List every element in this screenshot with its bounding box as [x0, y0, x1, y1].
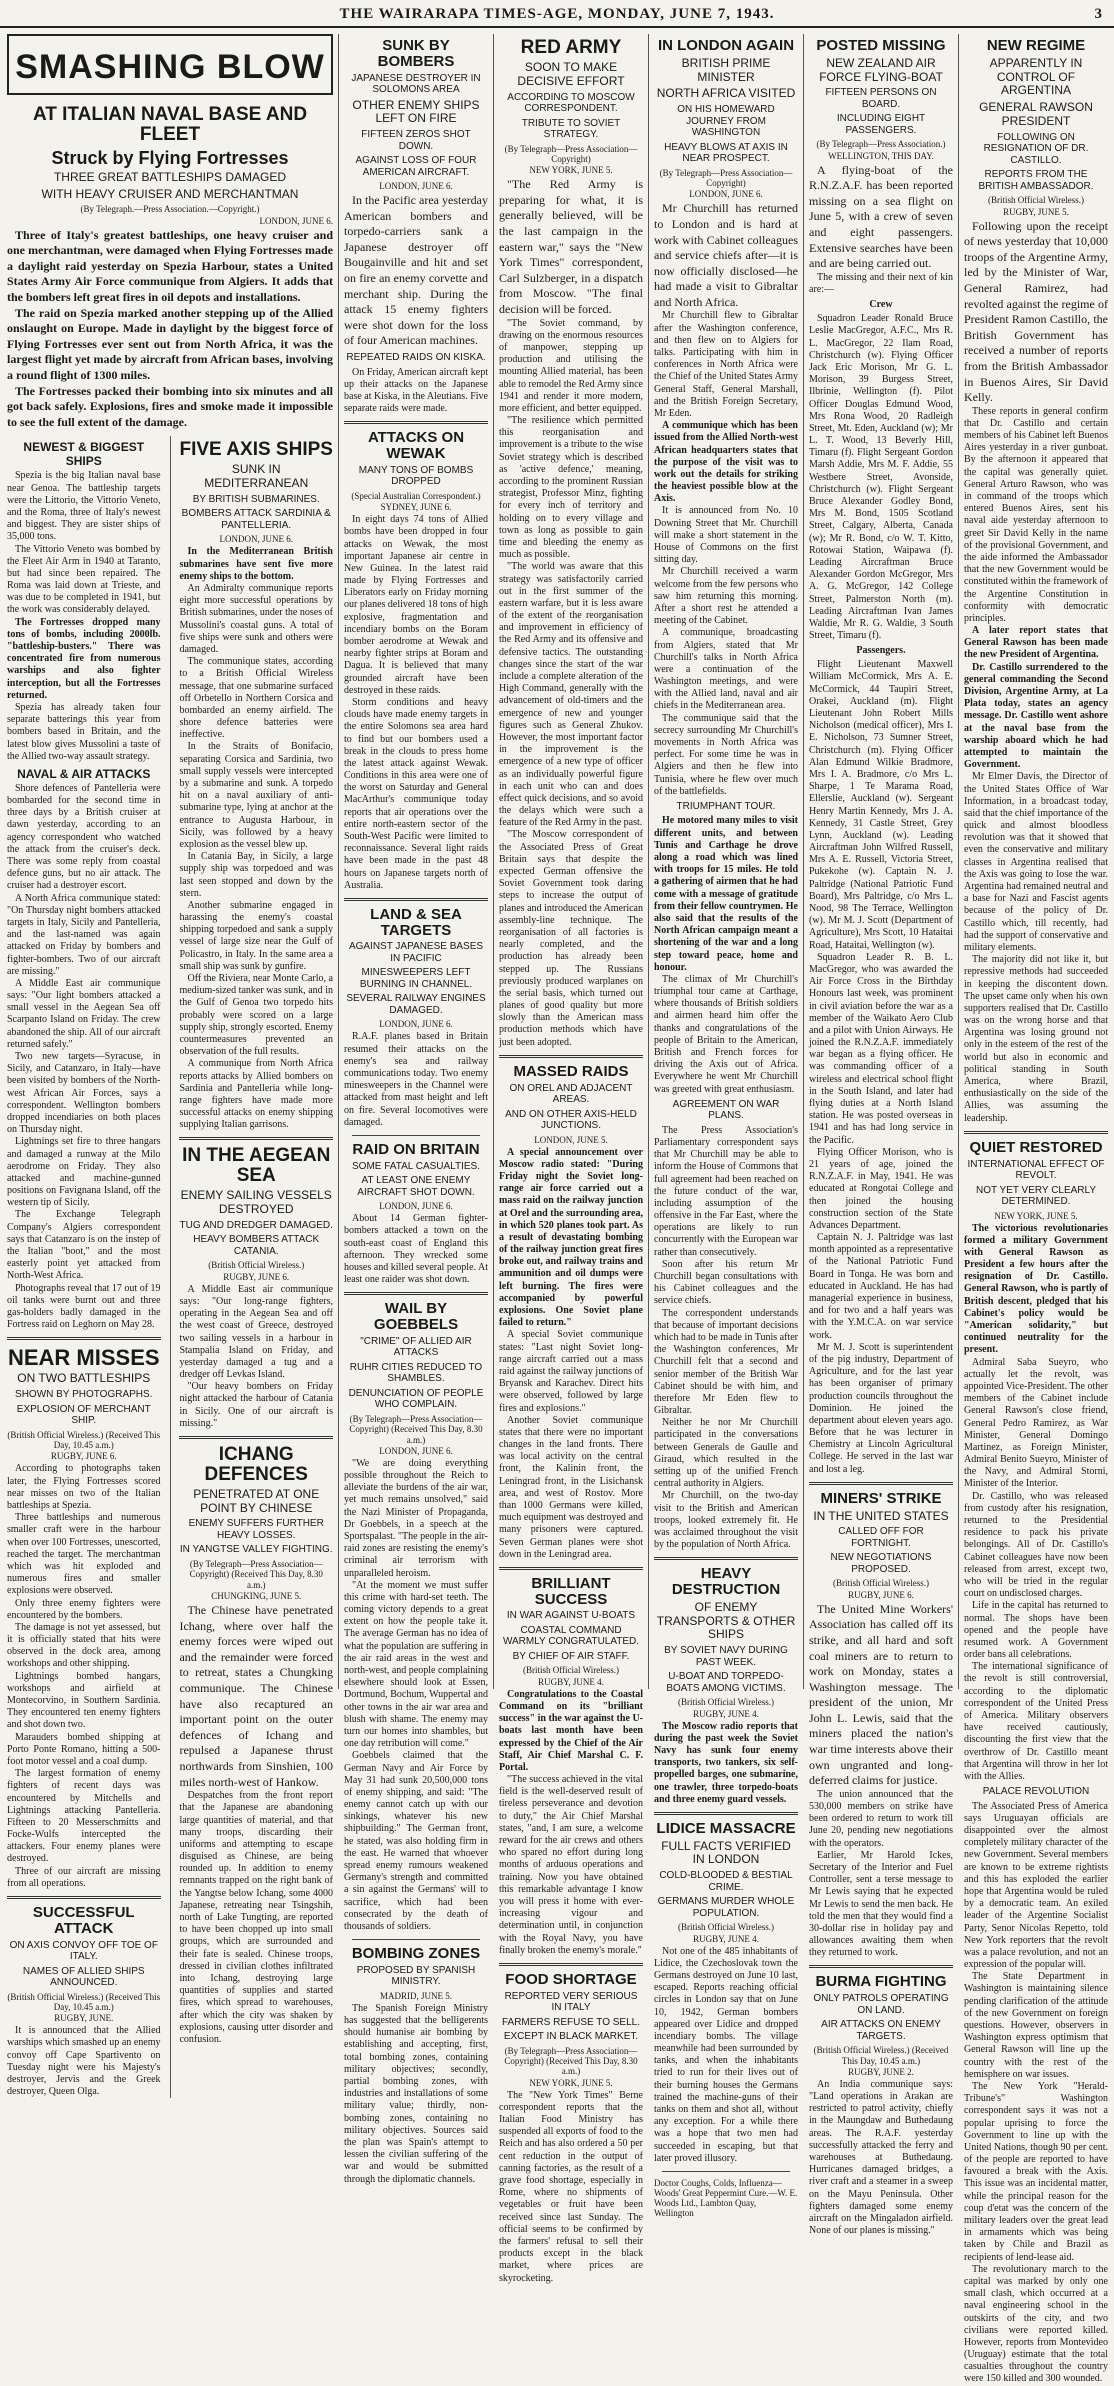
land-title: LAND & SEA TARGETS [370, 905, 462, 939]
sunk-sub2: OTHER ENEMY SHIPS LEFT ON FIRE [352, 97, 480, 126]
london-credit: (By Telegraph—Press Association—Copyright) [659, 167, 793, 188]
regime-sub4: REPORTS FROM THE BRITISH AMBASSADOR. [978, 169, 1094, 192]
success-sub2: NAMES OF ALLIED SHIPS ANNOUNCED. [22, 1965, 145, 1988]
brilliant-p1: Congratulations to the Coastal Command on its "brilliant success" in the war against the U-boats last month have been expressed by the Chief of the Air Staff, Air Chief Marshal C. F. Portal. [499, 1688, 643, 1773]
miners-credit: (British Official Wireless.) [832, 1578, 930, 1589]
article-smashing-blow [4, 34, 336, 430]
five-p6: Off the Riviera, near Monte Carlo, a medium-sized tanker was sunk, and in the Gulf of Genoa two torpedo hits probably were scored on a large supply ship, strongly escorted. Enemy countermeasures prevented an observation of the full results. [179, 973, 333, 1058]
naval-p3: A Middle East air communique says: "Our light bombers attacked a small vessel in the Aegean Sea off Scarpanto Island on Friday. The crew abandoned the ship. All of our aircraft returned safely." [7, 977, 161, 1050]
misses-dateline: RUGBY, JUNE 6. [50, 1451, 117, 1462]
posted-p1: A flying-boat of the R.N.Z.A.F. has been reported missing on a sea flight on June 5, with a crew of seven and eight passengers. Extensive searches have been and are being carried out. [809, 162, 953, 271]
burma-title: BURMA FIGHTING [815, 1973, 947, 1991]
massed-sub: ON OREL AND ADJACENT AREAS. [509, 1082, 633, 1106]
miners-sub2: CALLED OFF FOR FORTNIGHT. [838, 1526, 924, 1549]
red-dateline: NEW YORK, JUNE 5. [529, 165, 613, 176]
sunk-p1: In the Pacific area yesterday American bombers and torpedo-carriers sank a Japanese destroyer off Bougainville and hit and set on fire an enemy corvette and merchant ship. During the attack 15 enemy fighters were shot down for the loss of four American machines. [344, 193, 488, 348]
red-p3: "The resilience which permitted this reorganisation and improvement is a tribute to the wise Soviet strategy which is described as 'active defence,' meaning, according to the prominent Russian strategist, Professor Minz, fighting for every inch of territory and holding on to every village and town as long as possible to gain time and bleeding the enemy as much as possible. [499, 415, 643, 561]
five-p3: In the Straits of Bonifacio, separating Corsica and Sardinia, two small supply vessels were intercepted by a submarine and sunk. A torpedo hit on a naval auxiliary of anti-submarine type, lying at anchor at the entrance to Augusta Harbour, in Sicily, was followed by a heavy explosion as the vessel blew up. [179, 741, 333, 850]
wail-p3: Goebbels claimed that the German Navy and Air Force by May 31 had sunk 20,500,000 tons of enemy shipping, and said: "The enemy cannot catch up with our sinkings, whatever his new shipbuilding." The German front, he stated, was also holding firm in the east. He warned that whoever spread enemy rumours weakened Germany's strength and committed a sin against the Germans' will to sacrifice, which had been consecrated by the death of thousands of soldiers. [344, 1750, 488, 1932]
land-sub3: SEVERAL RAILWAY ENGINES DAMAGED. [346, 993, 486, 1016]
lead-para-1: Three of Italy's greatest battleships, one heavy cruiser and one merchantman, were damaged when Flying Fortresses made a daylight raid yesterday on Spezia Harbour, states a United States Army Air Force communique from Algiers. It adds that the bombers left great fires in oil depots and installations. [7, 227, 333, 305]
quiet-title: QUIET RESTORED [969, 1138, 1103, 1156]
naval-p2: A North Africa communique stated: "On Thursday night bombers attacked targets in Italy, Sicily and Pantelleria, and the last-named was again attacked on Friday by bombers and fighter-bombers. Two of our aircraft are missing." [7, 892, 161, 977]
aegean-credit: (British Official Wireless.) [208, 1260, 305, 1271]
lead-headline-3: Struck by Flying Fortresses [51, 147, 289, 168]
food-dateline: NEW YORK, JUNE 5. [529, 2077, 613, 2088]
naval-p5: Lightnings set fire to three hangars and damaged a runway at the Milo aerodrome on Friday. They also attacked and machine-gunned positions on Favignana Island, off the western tip of Sicily. [7, 1136, 161, 1209]
wail-credit: (By Telegraph—Press Association—Copyright) (Received This Day, 8.30 a.m.) [349, 1413, 483, 1445]
posted-credit: (By Telegraph—Press Association.) [816, 139, 946, 150]
aegean-sub3: HEAVY BOMBERS ATTACK CATANIA. [193, 1234, 320, 1257]
lidice-credit: (British Official Wireless.) [677, 1922, 775, 1933]
regime-dateline: RUGBY, JUNE 5. [1003, 206, 1069, 217]
column-1 [4, 34, 336, 2098]
passenger-list: Flight Lieutenant Maxwell William McCormick, Mrs A. E. McCormick, 44 Taupiri Street, Orakei, Auckland (m). Flight Lieutenant John Robert Mills Nicholson (medical officer), Mrs I. E. Nicholson, 73 Sumner Street, Christchurch (m). Flying Officer Alan Edmund Wilkie Bradmore, Mrs I. A. Bradmore, c/o Mrs L. Sharpe, 1 Te Marama Road, Ellerslie, Auckland (w). Sergeant Henry Martin Kennedy, Mrs J. A. Kennedy, 31 Castle Street, Grey Lynn, Auckland (w). Leading Aircraftman John Wilfred Russell, Mrs A. E. Russell, Victoria Street, Pukekohe (w). Captain N. J. Paltridge (National Patriotic Fund Board), Mrs Paltridge, c/o Mrs L. Nood, 98 The Terrace, Wellington (w). Mr M. J. Scott (Department of Agriculture), Mrs Scott, 10 Hataitai Road, Hataitai, Wellington (w). [809, 659, 953, 951]
masthead [0, 4, 1114, 28]
lidice-title: LIDICE MASSACRE [656, 1819, 796, 1837]
sunk-sub4: AGAINST LOSS OF FOUR AMERICAN AIRCRAFT. [355, 155, 477, 178]
red-sub: SOON TO MAKE DECISIVE EFFORT [517, 59, 625, 88]
ichang-title: ICHANG DEFENCES [204, 1444, 308, 1485]
divider [7, 1896, 161, 1899]
miners-p3: Earlier, Mr Harold Ickes, Secretary of the Interior and Fuel Controller, sent a terse message to Mr Lewis saying that he expected Mr Lewis to send the men back. He told the men that they would find a 30-dollar rise in holiday pay and allowances awaiting them when they returned to work. [809, 1849, 953, 1959]
land-p1: R.A.F. planes based in Britain resumed their attacks on the enemy's sea and railway communications today. Two enemy minesweepers in the Channel were attacked from mast height and left on fire. Several locomotives were damaged. [344, 1031, 488, 1128]
posted-p4: Flying Officer Morison, who is 21 years of age, joined the R.N.Z.A.F. in May, 1941. He was educated at Rongotai College and then joined the housing construction section of the State Advances Department. [809, 1146, 953, 1231]
red-p5: "The Moscow correspondent of the Associated Press of Great Britain says that despite the expected German offensive the Soviet Government took daring steps to increase the output of planes and introduced the American assembly-line technique. The reorganisation of all factories is nearly completed, and the production has already been stepped up. The Russians previously produced warplanes on the serial basis, which turned out planes of good quality but more slowly than the American mass production methods which have just been adopted. [499, 829, 643, 1048]
heavy-sub3: U-BOAT AND TORPEDO-BOATS AMONG VICTIMS. [666, 1671, 786, 1694]
miners-dateline: RUGBY, JUNE 6. [848, 1589, 914, 1600]
heavy-p1: The Moscow radio reports that during the past week the Soviet Navy has sunk four enemy transports, two tankers, six self-propelled barges, one submarine, one trawler, three torpedo-boats and three enemy guard vessels. [654, 1720, 798, 1805]
passengers-heading: Passengers. [856, 645, 906, 657]
posted-sub: NEW ZEALAND AIR FORCE FLYING-BOAT [819, 55, 943, 84]
food-credit: (By Telegraph—Press Association—Copyright) (Received This Day, 8.30 a.m.) [504, 2045, 638, 2077]
lead-sub-1: THREE GREAT BATTLESHIPS DAMAGED [53, 169, 287, 184]
wail-sub2: RUHR CITIES REDUCED TO SHAMBLES. [349, 1361, 483, 1385]
food-p1: The "New York Times" Berne correspondent reports that the Italian Food Ministry has suspended all exports of food to the Reich and has also ordered a 50 per cent reduction in the output of canning factories, as the result of a grave food shortage, especially in Rome, where no shipments of vegetables or fruit have been received since last Sunday. The official seems to be confirmed by the farmers' refusal to sell their products except in the black market, where prices are skyrocketing. [499, 2089, 643, 2284]
subcolumn-rule [170, 436, 171, 2098]
divider [499, 1567, 643, 1570]
quiet-p8: The New York "Herald-Tribune's" Washington correspondent says it was not a popular uprising to force the Government to line up with the United Nations, though 90 per cent. of the people are reported to have favoured a break with the Axis. This issue was an incidental matter, while the principal reason for the coup d'etat was the concern of the military leaders over the great lead in armaments which was being taken by Chile and Brazil as recipients of lend-lease aid. [964, 2080, 1108, 2263]
massed-p1: A special announcement over Moscow radio stated: "During Friday night the Soviet long-range air force carried out a mass raid on the railway junction at Orel and the surrounding area, in which 520 planes took part. As a result of devastating bombing of the railway junction great fires broke out, and railway trains and ammunition and oil dumps were left burning. The fires were accompanied by powerful explosions. One Soviet plane failed to return." [499, 1146, 643, 1329]
column-rule [493, 34, 494, 1689]
divider [352, 1939, 480, 1940]
regime-p4: Dr. Castillo surrendered to the general commanding the Second Division, Argentine Army, at La Plata today, states an agency message. Dr. Castillo went ashore at the naval base from the warship aboard which he had attempted to maintain the Government. [964, 661, 1108, 771]
regime-sub: APPARENTLY IN CONTROL OF ARGENTINA [989, 55, 1083, 98]
wail-p1: "We are doing everything possible throughout the Reich to alleviate the burdens of the air war, yet much remains unsolved," said the Nazi Minister of Propaganda, Dr Goebbels, in a speech at the Sportspalast. "The people in the air-raid zones are resisting the enemy's criminal air terrorism with unparalleled heroism. [344, 1457, 488, 1579]
burma-sub: ONLY PATROLS OPERATING ON LAND. [813, 1993, 949, 2016]
london-sub: BRITISH PRIME MINISTER [681, 55, 771, 84]
misses-sub2: SHOWN BY PHOTOGRAPHS. [15, 1389, 153, 1401]
naval-title: NAVAL & AIR ATTACKS [17, 766, 151, 781]
raid-p1: About 14 German fighter-bombers attacked a town on the south-east coast of England this afternoon. They wrecked some houses and killed several people. At least one raider was shot down. [344, 1213, 488, 1286]
newest-title: NEWEST & BIGGEST SHIPS [23, 440, 145, 469]
london-sec2: AGREEMENT ON WAR PLANS. [672, 1098, 780, 1122]
ichang-credit: (By Telegraph—Press Association—Copyright) (Received This Day, 8.30 a.m.) [189, 1558, 323, 1590]
newest-p1: Spezia is the big Italian naval base near Genoa. The battleship targets were the Littorio, the Vittorio Veneto, and the Roma, three of Italy's newest and biggest. They are sister ships of 35,000 tons. [7, 470, 161, 543]
crew-list: Squadron Leader Ronald Bruce Leslie MacGregor, A.F.C., Mrs R. L. MacGregor, 22 Ilam Road, Christchurch (w). Flying Officer Jack Eric Morison, Mr G. L. Morison, 39 Burgess Street, Ilbrinie, Wellington (f). Pilot Officer Douglas Edmund Wood, Mrs Rona Wood, 20 Radleigh Street, Mt. Eden, Auckland (w); Mr L. T. Wood, 13 Beverly Hill, Timaru (f). Flight Sergeant Gordon Marsh Addie, Mrs M. F. Addie, 55 Westbere Street, Avonside, Christchurch (w). Flight Sergeant Bruce Alexander Godley Bond, Mrs M. Bond, 1505 Scotland Street, Calgary, Alberta, Canada (w); Mr R. Bond, c/o W. T. Kitto, Rotowai Station, Waipawa (f). Leading Aircraftman Bruce Alexander Gordon McGregor, Mrs A. G. McGregor, 142 College Street, Palmerston North (m). Leading Aircraftman Ivan James Waldie, Mr R. G. Waldie, 3 South Street, Timaru (f). [809, 313, 953, 642]
column-rule [338, 34, 339, 1689]
advertisement: Doctor Coughs, Colds, Influenza—Woods' Great Peppermint Cure.—W. E. Woods Ltd., Lambton Quay, Wellington [654, 2177, 798, 2218]
wail-sub: "CRIME" OF ALLIED AIR ATTACKS [360, 1335, 472, 1359]
sunk-sub3: FIFTEEN ZEROS SHOT DOWN. [361, 129, 471, 152]
lead-headline-box [7, 34, 333, 95]
ichang-sub3: IN YANGTSE VALLEY FIGHTING. [179, 1544, 333, 1556]
wewak-title: ATTACKS ON WEWAK [367, 429, 465, 463]
lead-headline-2: AT ITALIAN NAVAL BASE AND FLEET [32, 104, 308, 145]
london-p3: A communique which has been issued from the Allied North-west African headquarters states that the purpose of the visit was to work out the details for striking the heaviest possible blow at the Axis. [654, 420, 798, 505]
five-p4: In Catania Bay, in Sicily, a large supply ship was torpedoed and was last seen stopped and down by the stern. [179, 851, 333, 899]
burma-dateline: RUGBY, JUNE 2. [848, 2066, 914, 2077]
misses-p3: Only three enemy fighters were encountered by the bombers. [7, 1597, 161, 1621]
london-p11: Soon after his return Mr Churchill began consultations with his Cabinet colleagues and the service chiefs. [654, 1258, 798, 1307]
london-sub4: HEAVY BLOWS AT AXIS IN NEAR PROSPECT. [664, 141, 788, 165]
lead-subcolumn-left [4, 436, 164, 2098]
five-p2: The communique states, according to a British Official Wireless message, that one submarine surfaced off Orbetello in Northern Corsica and bombarded an enemy airfield. The shore defence batteries were ineffective. [179, 656, 333, 741]
newest-p4: Spezia has already taken four separate batterings this year from bombers based in Britain, and the latest blow gives Mussolini a taste of the Allied two-way assault strategy. [7, 701, 161, 762]
red-sub2: ACCORDING TO MOSCOW CORRESPONDENT. [507, 91, 635, 115]
naval-p4: Two new targets—Syracuse, in Sicily, and Catanzaro, in Italy—have been visited by bombers of the North-west African Air Forces, says a correspondent. Wellington bombers dropped incendiaries on both places on Thursday night. [7, 1051, 161, 1136]
column-3 [341, 34, 491, 2185]
wewak-p2: Storm conditions and heavy clouds have made enemy targets in the entire Solomons sea area hard to find but our bombers used a break in the clouds to press home the latest attack against Wewak. Conditions in this area were one of the worst on Saturday and General MacArthur's communique today reports that air operations over the entire north-eastern sector of the South-West Pacific were limited to reconnaissance. Several light raids have been made in the past 48 hours on Japanese targets north of Australia. [344, 696, 488, 891]
heavy-credit: (British Official Wireless.) [677, 1697, 775, 1708]
bombing-p1: The Spanish Foreign Ministry has suggested that the belligerents should humanise air bombing by establishing and accepting, first, total bombing zones, containing military objectives; secondly, partial bombing zones, with industries and installations of some military value; thirdly, non-bombing zones, containing no military objectives. Sources said the plan was Spain's attempt to lessen the civilian suffering of the war and would be submitted through the diplomatic channels. [344, 2002, 488, 2185]
london-p12: The correspondent understands that because of important decisions which had to be made in Tunis after the Washington conferences, Mr Churchill felt that a second and senior member of the British War Cabinet should be with him, and therefore Mr Eden flew to Gibraltar. [654, 1307, 798, 1417]
misses-p8: Three of our aircraft are missing from all operations. [7, 1865, 161, 1889]
lead-headline: SMASHING BLOW [15, 48, 325, 86]
lidice-sub: FULL FACTS VERIFIED IN LONDON [661, 1838, 791, 1867]
naval-p6: The Exchange Telegraph Company's Algiers correspondent says that Catanzaro is on the instep of the Italian "boot," and the most easterly point yet attacked from North-West Africa. [7, 1209, 161, 1282]
column-5 [651, 34, 801, 2218]
posted-p3: Squadron Leader R. B. L. MacGregor, who was awarded the Air Force Cross in the Birthday Honours last week, was prominent in civil aviation before the war as a member of the Waikato Aero Club and a pilot with Union Airways. He joined the R.N.Z.A.F. immediately war began as a flying officer. He was commanding officer of a wireless and electrical school flight in the South Island, and later had flying duties at a North Island station. He was posted overseas in 1941 and has had long service in the Pacific. [809, 951, 953, 1146]
miners-p1: The United Mine Workers' Association has called off its strike, and all hard and soft coal miners are to return to work on Monday, states a Washington message. The president of the union, Mr John L. Lewis, said that the miners placed the nation's war time interests above their own ungranted and long-deferred claims for justice. [809, 1601, 953, 1788]
success-sub: ON AXIS CONVOY OFF TOE OF ITALY. [9, 1939, 158, 1962]
five-p5: Another submarine engaged in harassing the enemy's coastal shipping torpedoed and sank a supply vessel of large size near the Gulf of Policastro, in Italy. In the same area a small ship was sunk by gunfire. [179, 899, 333, 972]
wewak-dateline: SYDNEY, JUNE 6. [380, 502, 452, 513]
london-p2: Mr Churchill flew to Gibraltar after the Washington conference, and then flew on to Algiers for talks. Participating with him in conferences in North Africa were the Chief of the United States Army General Staff, General Marshall, and the British Foreign Secretary, Mr Eden. [654, 310, 798, 419]
lidice-sub3: GERMANS MURDER WHOLE POPULATION. [657, 1896, 795, 1919]
london-sub3: ON HIS HOMEWARD JOURNEY FROM WASHINGTON [677, 104, 775, 139]
land-sub2: MINESWEEPERS LEFT BURNING IN CHANNEL. [359, 967, 473, 990]
success-dateline: RUGBY, JUNE. [54, 2013, 114, 2024]
quiet-p5: The international significance of the revolt is still controversial, according to the diplomatic correspondent of the United Press of America. Military observers have received cautiously, discounting the first view that the overthrow of Dr. Castillo meant that Argentina will throw in her lot with the Allies. [964, 1661, 1108, 1782]
quiet-dateline: NEW YORK, JUNE 5. [994, 1210, 1078, 1221]
london-p14: Mr Churchill, on the two-day visit to the British and American troops, looked extremely fit. He was acclaimed throughout the visit by the population of North Africa. [654, 1490, 798, 1551]
wail-p2: "At the moment we must suffer this crime with hard-set teeth. The coming victory depends to a great extent on how the people take it. The average German has no idea of what the population are suffering in the air raid areas in the west and north-west, and people complaining elsewhere should look at Essen, Dortmund, Bochum, Wuppertal and other towns in the air war area and blush with shame. The enemy may turn our homes into shambles, but one day retribution will come." [344, 1579, 488, 1750]
red-p4: "The world was aware that this strategy was satisfactorily carried out in the first summer of the eastern warfare, but it is less aware of the extent of the reorganisation and improvement in efficiency of the Red Army and its offensive and defensive tactics. The outstanding changes since the start of the war include a complete alteration of the High Command, generally with the advancement of old-timers and the emergence of new and younger figures such as General Zhukov. However, the most important factor in the improvement is the emergence of a new type of officer as an individually powerful figure in each unit who can and does effect quick decisions, and so avoid the delays which were such a feature of the Red Army in the past. [499, 561, 643, 829]
posted-sub2: FIFTEEN PERSONS ON BOARD. [825, 87, 937, 110]
massed-title: MASSED RAIDS [513, 1062, 629, 1080]
food-title: FOOD SHORTAGE [505, 1970, 637, 1988]
success-p1: It is announced that the Allied warships which smashed up an enemy convoy off Cape Spartivento on Tuesday night were his Majesty's destroyer, Jervis and the Greek destroyer, Queen Olga. [7, 2025, 161, 2098]
raid-title: RAID ON BRITAIN [352, 1140, 480, 1158]
quiet-sub: INTERNATIONAL EFFECT OF REVOLT. [967, 1158, 1105, 1182]
posted-p5: Captain N. J. Paltridge was last month appointed as a representative of the National Patriotic Fund Board in Tonga. He was born and educated in Auckland. He has had managerial experience in business, and for two and a half years was with the Y.M.C.A. on war service work. [809, 1232, 953, 1341]
red-credit: (By Telegraph—Press Association—Copyright) [504, 143, 638, 164]
brilliant-credit: (British Official Wireless.) [522, 1665, 620, 1676]
divider [344, 1292, 488, 1295]
lidice-dateline: RUGBY, JUNE 4. [693, 1933, 759, 1944]
bombing-title: BOMBING ZONES [351, 1945, 481, 1963]
divider [809, 1965, 953, 1968]
brilliant-sub3: BY CHIEF OF AIR STAFF. [512, 1650, 630, 1662]
bombing-sub: PROPOSED BY SPANISH MINISTRY. [356, 1964, 476, 1988]
london-title: IN LONDON AGAIN [657, 37, 795, 54]
food-sub2: FARMERS REFUSE TO SELL. [501, 2016, 640, 2028]
posted-dateline: WELLINGTON, THIS DAY. [828, 150, 934, 161]
ichang-sub2: ENEMY SUFFERS FURTHER HEAVY LOSSES. [188, 1518, 324, 1541]
misses-sub: ON TWO BATTLESHIPS [17, 1371, 151, 1386]
naval-p1: Shore defences of Pantelleria were bombarded for the second time in three days by a British cruiser at dawn yesterday, according to an agency correspondent who watched the attack from the cruiser's deck. There was some reply from coastal defence guns, but no air attack. The cruiser had a destroyer escort. [7, 782, 161, 892]
lead-sub-2: WITH HEAVY CRUISER AND MERCHANTMAN [41, 186, 299, 201]
lead-credit: (By Telegraph.—Press Association.—Copyright.) [80, 204, 260, 215]
five-sub2: BY BRITISH SUBMARINES. [192, 493, 320, 505]
divider [654, 1557, 798, 1560]
regime-sub3: FOLLOWING ON RESIGNATION OF DR. CASTILLO. [983, 131, 1089, 166]
posted-sub3: INCLUDING EIGHT PASSENGERS. [836, 113, 926, 136]
divider [662, 2171, 790, 2172]
misses-p7: The largest formation of enemy fighters of recent days was encountered by Mitchells and Lightnings attacking Pantelleria. Fifteen to 20 Messerschmitts and Focke-Wulfs intercepted the attackers. Four enemy planes were destroyed. [7, 1768, 161, 1865]
brilliant-sub2: COASTAL COMMAND WARMLY CONGRATULATED. [502, 1624, 640, 1648]
divider [964, 1131, 1108, 1134]
misses-p4: The damage is not yet assessed, but it is officially stated that hits were observed in the dock area, among workshops and other shipping. [7, 1621, 161, 1670]
burma-credit: (British Official Wireless.) (Received This Day, 10.45 a.m.) [813, 2045, 949, 2066]
five-p7: A communique from North Africa reports attacks by Allied bombers on Sardinia and Pantelleria while long-range fighters have made more successful attacks on enemy shipping supplying Italian garrisons. [179, 1058, 333, 1131]
land-sub: AGAINST JAPANESE BASES IN PACIFIC [348, 941, 484, 964]
divider [654, 1812, 798, 1815]
miners-sub: IN THE UNITED STATES [813, 1508, 949, 1523]
success-credit: (British Official Wireless.) (Received This Day, 10.45 a.m.) [7, 1991, 161, 2012]
regime-p3: A later report states that General Rawson has been made the new President of Argentina. [964, 625, 1108, 661]
massed-dateline: LONDON, JUNE 5. [534, 1134, 608, 1145]
london-p13: Neither he nor Mr Churchill participated in the conversations between Generals de Gaulle and Giraud, which resulted in the setting up of the unified French central authority in Algiers. [654, 1417, 798, 1490]
london-p9: The climax of Mr Churchill's triumphal tour came at Carthage, where thousands of British soldiers and airmen heard him offer the thanks and congratulations of the people of Britain to the American, British and French forces for driving the Axis out of Africa. Everywhere he went Mr Churchill was greeted with great enthusiasm. [654, 973, 798, 1095]
london-p4: It is announced from No. 10 Downing Street that Mr. Churchill will make a short statement in the House of Commons on the first sitting day. [654, 505, 798, 566]
aegean-dateline: RUGBY, JUNE 6. [223, 1271, 290, 1282]
misses-p5: Lightnings bombed hangars, workshops and airfield at Montecorvino, in Southern Sardinia. They encountered ten enemy fighters and shot down two. [7, 1670, 161, 1731]
divider [7, 1337, 161, 1340]
sunk-sub: JAPANESE DESTROYER IN SOLOMONS AREA [351, 72, 481, 95]
quiet-p4: Life in the capital has returned to normal. The shops have been opened and the people have resumed work. A Government order bans all celebrations. [964, 1600, 1108, 1661]
misses-title: NEAR MISSES [7, 1345, 160, 1371]
sunk-sec: REPEATED RAIDS ON KISKA. [346, 352, 486, 364]
posted-p6: Mr M. J. Scott is superintendent of the pig industry, Department of Agriculture, and for the last year has been organiser of primary production councils throughout the Dominion. He joined the department about eleven years ago. Before that he was lecturer in Chemistry at Lincoln Agricultural College. He served in the last war and lost a leg. [809, 1341, 953, 1475]
quiet-p6: The Associated Press of America says Uruguayan officials are disappointed over the almost completely military character of the new Government. Several members are known to be extreme rightists and this has exploded the earlier hope that Argentina would be ruled by a democratic team. An exiled leader of the Argentine Socialist Party, Senor Nicolas Repetto, told New York reporters that the revolt was a palace revolution, and not an expression of the popular will. [964, 1800, 1108, 1971]
london-p1: Mr Churchill has returned to London and is hard at work with Cabinet colleagues and service chiefs after—it is now officially disclosed—he had made a visit to Gibraltar and North Africa. [654, 201, 798, 309]
wail-title: WAIL BY GOEBBELS [373, 1300, 459, 1334]
london-p7: The communique said that the secrecy surrounding Mr Churchill's movements in North Africa was perfect. For some time he was in Algiers and then he flew into Tunisia, where he flew over much of the battlefields. [654, 712, 798, 797]
food-sub3: EXCEPT IN BLACK MARKET. [503, 2031, 639, 2043]
lead-dateline: LONDON, JUNE 6. [259, 215, 333, 226]
miners-p2: The union announced that the 530,000 members on strike have been ordered to return to work till June 20, pending new negotiations with the operators. [809, 1788, 953, 1849]
five-sub: SUNK IN MEDITERRANEAN [204, 462, 309, 491]
divider [809, 1482, 953, 1485]
aegean-sub2: TUG AND DREDGER DAMAGED. [179, 1219, 333, 1231]
raid-dateline: LONDON, JUNE 6. [379, 1201, 453, 1212]
ichang-dateline: CHUNGKING, JUNE 5. [211, 1591, 302, 1602]
quiet-sec: PALACE REVOLUTION [982, 1786, 1090, 1798]
divider [179, 1436, 333, 1439]
brilliant-dateline: RUGBY, JUNE 4. [538, 1676, 604, 1687]
miners-sub3: NEW NEGOTIATIONS PROPOSED. [830, 1552, 932, 1575]
column-rule [803, 34, 804, 1689]
red-sub3: TRIBUTE TO SOVIET STRATEGY. [521, 117, 621, 141]
london-p6: A communique, broadcasting from Algiers, stated that Mr Churchill's talks in North Africa were a continuation of the Washington meetings, and were with the Allied land, naval and air chiefs in the Mediterranean area. [654, 627, 798, 712]
column-7 [961, 34, 1111, 2385]
divider [499, 1963, 643, 1966]
brilliant-sub: IN WAR AGAINST U-BOATS [506, 1610, 636, 1622]
naval-p7: Photographs reveal that 17 out of 19 oil tanks were burnt out and three gas-holders badly damaged in the Fortress raid on Leghorn on May 28. [7, 1282, 161, 1331]
success-title: SUCCESSFUL ATTACK [32, 1904, 135, 1937]
quiet-p2: Admiral Saba Sueyro, who actually let the revolt, was appointed Vice-President. The other members of the Cabinet include General Rawson's close friend, General Pedro Ramirez, as War Minister, General Domingo Martinez, as Foreign Minister, Admiral Benito Sueyro, Minister of the Navy, and Admiral Storni, Minister of the Interior. [964, 1356, 1108, 1490]
lead-para-2: The raid on Spezia marked another stepping up of the Allied onslaught on Europe. Made in daylight by the biggest force of Flying Fortresses ever sent out from North Africa, it was the largest flight yet made by aircraft from African bases, involving a round flight of 1300 miles. [7, 305, 333, 383]
ichang-p1: The Chinese have penetrated Ichang, where over half the enemy forces were wiped out and the remainder were forced to retreat, states a Chungking communique. The Chinese have also recaptured an important point on the outer defences of Ichang and repulsed a Japanese thrust northwards from Sinshien, 100 miles north-west of Hankow. [179, 1603, 333, 1789]
regime-sub2: GENERAL RAWSON PRESIDENT [979, 100, 1093, 128]
red-p2: "The Soviet command, by drawing on the enormous resources of manpower, stepping up production and utilising the mounting Allied material, has been able to remodel the Red Army since 1941 and render it more modern, more efficient, and better equipped. [499, 317, 643, 414]
wail-sub3: DENUNCIATION OF PEOPLE WHO COMPLAIN. [348, 1387, 484, 1411]
lead-subcolumn-right [176, 436, 336, 2098]
london-p8: He motored many miles to visit different units, and between Tunis and Carthage he drove along a road which was lined with troops for 15 miles. He told a gathering of airmen that he had come with a message of gratitude from their fellow countrymen. He also said that the results of the North African campaign meant a shortening of the war and a long step toward peace, home and honour. [654, 815, 798, 973]
column-rule [958, 34, 959, 1689]
quiet-p1: The victorious revolutionaries formed a military Government with General Rawson as President a few hours after the resignation of Dr. Castillo. General Rawson, who is partly of British descent, pledged that his Cabinet's policy would be "American solidarity," but continued neutrality for the present. [964, 1222, 1108, 1356]
divider [352, 1135, 480, 1136]
regime-p6: The majority did not like it, but repressive methods had succeeded in keeping the discontent down. The upset came only when his own supporters realised that Dr. Castillo was on the wrong horse and that Argentina was losing ground not only in the esteem of the rest of the world but also in economic and political standing in South America, where Brazil, enthusiastically on the side of the Allies, was assuming the leadership. [964, 954, 1108, 1124]
misses-credit: (British Official Wireless.) (Received This Day, 10.45 a.m.) [7, 1429, 161, 1451]
red-title: RED ARMY [520, 37, 622, 58]
raid-sub: SOME FATAL CASUALTIES. [352, 1160, 480, 1172]
page-number: 3 [1094, 6, 1102, 22]
newest-p3: The Fortresses dropped many tons of bombs, including 2000lb. "battleship-busters." There was concentrated fire from numerous warships and also fighter interception, but all the Fortresses returned. [7, 616, 161, 701]
regime-p1: Following upon the receipt of news yesterday that 10,000 troops of the Argentine Army, led by the Minister of War, General Ramirez, had revolted against the regime of President Ramon Castillo, the British Government has received a number of reports from the British Ambassador in Buenos Aires, Sir David Kelly. [964, 218, 1108, 405]
newest-p2: The Vittorio Veneto was bombed by the Fleet Air Arm in 1940 at Taranto, but had since been repaired. The Roma was laid down at Trieste, and was due to be completed in 1941, but the work was considerably delayed. [7, 543, 161, 616]
sunk-p2: On Friday, American aircraft kept up their attacks on the Japanese base at Kiska, in the Aleutians. Five separate raids were made. [344, 366, 488, 415]
red-p1: "The Red Army is preparing for what, it is generally believed, will be the last campaign in the eastern war," says the "New York Times" correspondent, Carl Sulzberger, in a dispatch from Moscow. "The final decision will be forced. [499, 177, 643, 316]
posted-title: POSTED MISSING [816, 37, 946, 54]
london-sub2: NORTH AFRICA VISITED [656, 86, 796, 101]
divider [499, 1055, 643, 1058]
misses-p1: According to photographs taken later, the Flying Fortresses scored near misses on two of the Italian battleships at Spezia. [7, 1463, 161, 1511]
wail-dateline: LONDON, JUNE 6. [379, 1445, 453, 1456]
divider [344, 898, 488, 901]
massed-p2: A special Soviet communique states: "Last night Soviet long-range aircraft carried out a mass raid against the railway junctions of Bryansk and Karachev. Direct hits were observed, followed by large fires and explosions." [499, 1329, 643, 1414]
aegean-p2: "Our heavy bombers on Friday night attacked the harbour of Catania in Sicily. One of our aircraft is missing." [179, 1381, 333, 1429]
land-dateline: LONDON, JUNE 6. [379, 1019, 453, 1030]
lidice-sub2: COLD-BLOODED & BESTIAL CRIME. [659, 1870, 793, 1893]
aegean-sub: ENEMY SAILING VESSELS DESTROYED [180, 1188, 332, 1217]
burma-sub2: AIR ATTACKS ON ENEMY TARGETS. [821, 2019, 941, 2042]
massed-sub2: AND ON OTHER AXIS-HELD JUNCTIONS. [505, 1108, 637, 1132]
wewak-credit: (Special Australian Correspondent.) [351, 490, 481, 501]
raid-sub2: AT LEAST ONE ENEMY AIRCRAFT SHOT DOWN. [357, 1175, 475, 1198]
ichang-p2: Despatches from the front report that the Japanese are abandoning large quantities of material, and that many troops, discarding their uniforms and attempting to escape disguised as Chinese, are being rounded up. In addition to enemy remnants trapped on the right bank of the Yangtse below Ichang, some 4000 Japanese, retreating near Tsingshih, north of Lake Tungting, are reported to have been chopped up into small groups, which are surrounded and their fate is sealed. Chinese troops, dressed in civilian clothes infiltrated into Ichang, destroying large quantities of supplies and started fires, which spread to warehouses, after which the city was shaken by explosions, causing utter disorder and confusion. [179, 1790, 333, 2045]
column-rule [648, 34, 649, 1689]
regime-p2: These reports in general confirm that Dr. Castillo and certain members of his Cabinet left Buenos Aires yesterday in a river gunboat. By the afternoon it appeared that the capital was generally quiet. General Arturo Rawson, who was in command of the troops which entered Buenos Aires, sent his naval aide yesterday afternoon to greet Sir David Kelly in the name of the provisional Government, and the aide informed the Ambassador that the new Government would be constituted within the framework of the Argentine Constitution in conformity with democratic principles. [964, 405, 1108, 624]
column-6 [806, 34, 956, 2237]
regime-credit: (British Official Wireless.) [987, 195, 1085, 206]
five-sub3: BOMBERS ATTACK SARDINIA & PANTELLERIA. [181, 508, 331, 531]
aegean-title: IN THE AEGEAN SEA [182, 1145, 331, 1187]
burma-p1: An India communique says: "Land operations in Arakan are restricted to patrol activity, chiefly in the Maungdaw and Buthedaung areas. The R.A.F. yesterday successfully attacked the ferry and warehouses at Buthedaung. Hurricanes damaged bridges, a river craft and a steamer in a sweep on the Mayu Peninsula. Other fighters damaged some enemy aircraft on the Mingaladon airfield. None of our planes is missing." [809, 2078, 953, 2237]
brilliant-title: BRILLIANT SUCCESS [531, 1574, 611, 1608]
aegean-p1: A Middle East air communique says: "Our long-range fighters, operating in the Aegean Sea and off the west coast of Greece, destroyed two sailing vessels in a harbour in Stampalia Island on Friday, and yesterday damaged a tug and a dredger off Levkas Island. [179, 1283, 333, 1381]
masthead-title: THE WAIRARAPA TIMES-AGE, MONDAY, JUNE 7, 1943. [339, 6, 775, 22]
misses-p2: Three battleships and numerous smaller craft were in the harbour when over 100 Fortresses, unescorted, reached the target. The merchantman which was hit exploded and numerous fires and smaller explosions were observed. [7, 1512, 161, 1597]
quiet-p9: The revolutionary march to the capital was marked by only one small clash, which occurred at a naval engineering school in the outskirts of the city, and two civilians were reported killed. However, reports from Montevideo (Uruguay) estimate that the total casualties throughout the country were 150 killed and 300 wounded. [964, 2263, 1108, 2385]
heavy-title: HEAVY DESTRUCTION [671, 1565, 781, 1599]
quiet-sub2: NOT YET VERY CLEARLY DETERMINED. [975, 1184, 1097, 1208]
five-title: FIVE AXIS SHIPS [179, 439, 333, 461]
wewak-p1: In eight days 74 tons of Allied bombs have been dropped in four attacks on Wewak, the most important Japanese air centre in New Guinea. In the latest raid made by Flying Fortresses and Liberators early on Friday morning our planes delivered 18 tons of high explosive, fragmentation and incendiary bombs on the Boram bomber aerodrome at Wewak and nearby fighter strips at Boram and Dagua. It is believed that many grounded aircraft have been destroyed in these raids. [344, 514, 488, 696]
quiet-p3: Dr. Castillo, who was released from custody after his resignation, returned to the Presidential residence to pack his private belongings. All of Dr. Castillo's Cabinet colleagues have now been released from arrest, except two, who will be tried in the regular court on undisclosed charges. [964, 1490, 1108, 1600]
sunk-dateline: LONDON, JUNE 6. [379, 181, 453, 192]
london-sec: TRIUMPHANT TOUR. [676, 800, 776, 812]
column-4 [496, 34, 646, 2284]
lidice-p1: Not one of the 485 inhabitants of Lidice, the Czechoslovak town the Germans destroyed on June 10 last, escaped. Reports reaching official circles in London say that on June 10, 1942, German bombers appeared over Lidice and dropped incendiary bombs. The village meanwhile had been surrounded by tanks, and when the inhabitants tried to run for their lives out of their burning houses the Germans trained the machine-guns of their tanks on them and shot all, without any exception. For a while there was a hope that two men had succeeded in escaping, but that later proved illusory. [654, 1945, 798, 2164]
brilliant-p2: "The success achieved in the vital field is the well-deserved result of tireless perseverance and devotion to duty," the Air Chief Marshal states, "and, I am sure, a welcome reward for the air crews and others who spared no effort during long months of arduous operations and training. Now you have obtained this remarkable advantage I know you will press it home with ever-increasing vigour and determination until, in conjunction with the Royal Navy, you have finally broken the enemy's morale." [499, 1774, 643, 1956]
heavy-sub2: BY SOVIET NAVY DURING PAST WEEK. [664, 1645, 788, 1668]
regime-p5: Mr Elmer Davis, the Director of the United States Office of War Information, in a broadcast today, said that the chief importance of the quick and almost bloodless revolution was that it showed that even the conservative and military classes in Argentina realised that the Axis was going to lose the war. Argentina had remained neutral and a base for Nazi and Fascist agents because of the policy of Dr. Castillo which, till recently, had had the support of conservative and military elements. [964, 771, 1108, 953]
crew-heading: Crew [869, 299, 893, 311]
miners-title: MINERS' STRIKE [820, 1489, 942, 1507]
massed-p3: Another Soviet communique states that there were no important changes in the land fronts. There was local activity on the central front, the Kalinin front, the Leningrad front, in the Lisichansk area, and west of Rostov. More than 1000 Germans were killed, much equipment was destroyed and many prisoners were captured. Seven German planes were shot down in the Leningrad area. [499, 1414, 643, 1560]
five-lead: In the Mediterranean British submarines have sent five more enemy ships to the bottom. [179, 546, 333, 582]
regime-title: NEW REGIME [986, 37, 1086, 54]
heavy-dateline: RUGBY, JUNE 4. [693, 1708, 759, 1719]
food-sub: REPORTED VERY SERIOUS IN ITALY [504, 1990, 638, 2014]
london-dateline: LONDON, JUNE 6. [689, 189, 763, 200]
bombing-dateline: MADRID, JUNE 5. [380, 1990, 452, 2001]
posted-p2: The missing and their next of kin are:— [809, 271, 953, 296]
five-dateline: LONDON, JUNE 6. [219, 534, 293, 545]
misses-sub3: EXPLOSION OF MERCHANT SHIP. [16, 1403, 151, 1427]
five-p1: An Admiralty communique reports eight more successful operations by British submarines, under the noses of Mussolini's coastal guns. A total of five ships were sunk and others were damaged. [179, 583, 333, 655]
london-p5: Mr Churchill received a warm welcome from the few persons who saw him returning this morning. After a short rest he attended a meeting of the Cabinet. [654, 566, 798, 627]
quiet-p7: The State Department in Washington is maintaining silence pending clarification of the attitude of the new Government on foreign questions. However, observers in Washington express optimism that General Rawson will line up the country with the rest of the hemisphere on war issues. [964, 1971, 1108, 2080]
london-p10: The Press Association's Parliamentary correspondent says that Mr Churchill may be able to inform the House of Commons that full agreement had been reached on the future conduct of the war, including assumption of the offensive in the Far East, where the operations are likely to run concurrently with the European war rather than consecutively. [654, 1124, 798, 1258]
lead-subcolumns [4, 436, 336, 2098]
sunk-title: SUNK BY BOMBERS [377, 37, 455, 70]
heavy-sub: OF ENEMY TRANSPORTS & OTHER SHIPS [656, 1599, 796, 1642]
misses-p6: Marauders bombed shipping at Porto Ponte Romano, hitting a 500-foot motor vessel and a coal dump. [7, 1731, 161, 1767]
lead-para-3: The Fortresses packed their bombing into six minutes and all got back safely. Explosions, fires and smoke made it impossible to see the full extent of the damage. [7, 383, 333, 429]
wewak-sub: MANY TONS OF BOMBS DROPPED [358, 464, 474, 488]
ichang-sub: PENETRATED AT ONE POINT BY CHINESE [193, 1486, 320, 1515]
divider [179, 1137, 333, 1140]
divider [344, 421, 488, 424]
